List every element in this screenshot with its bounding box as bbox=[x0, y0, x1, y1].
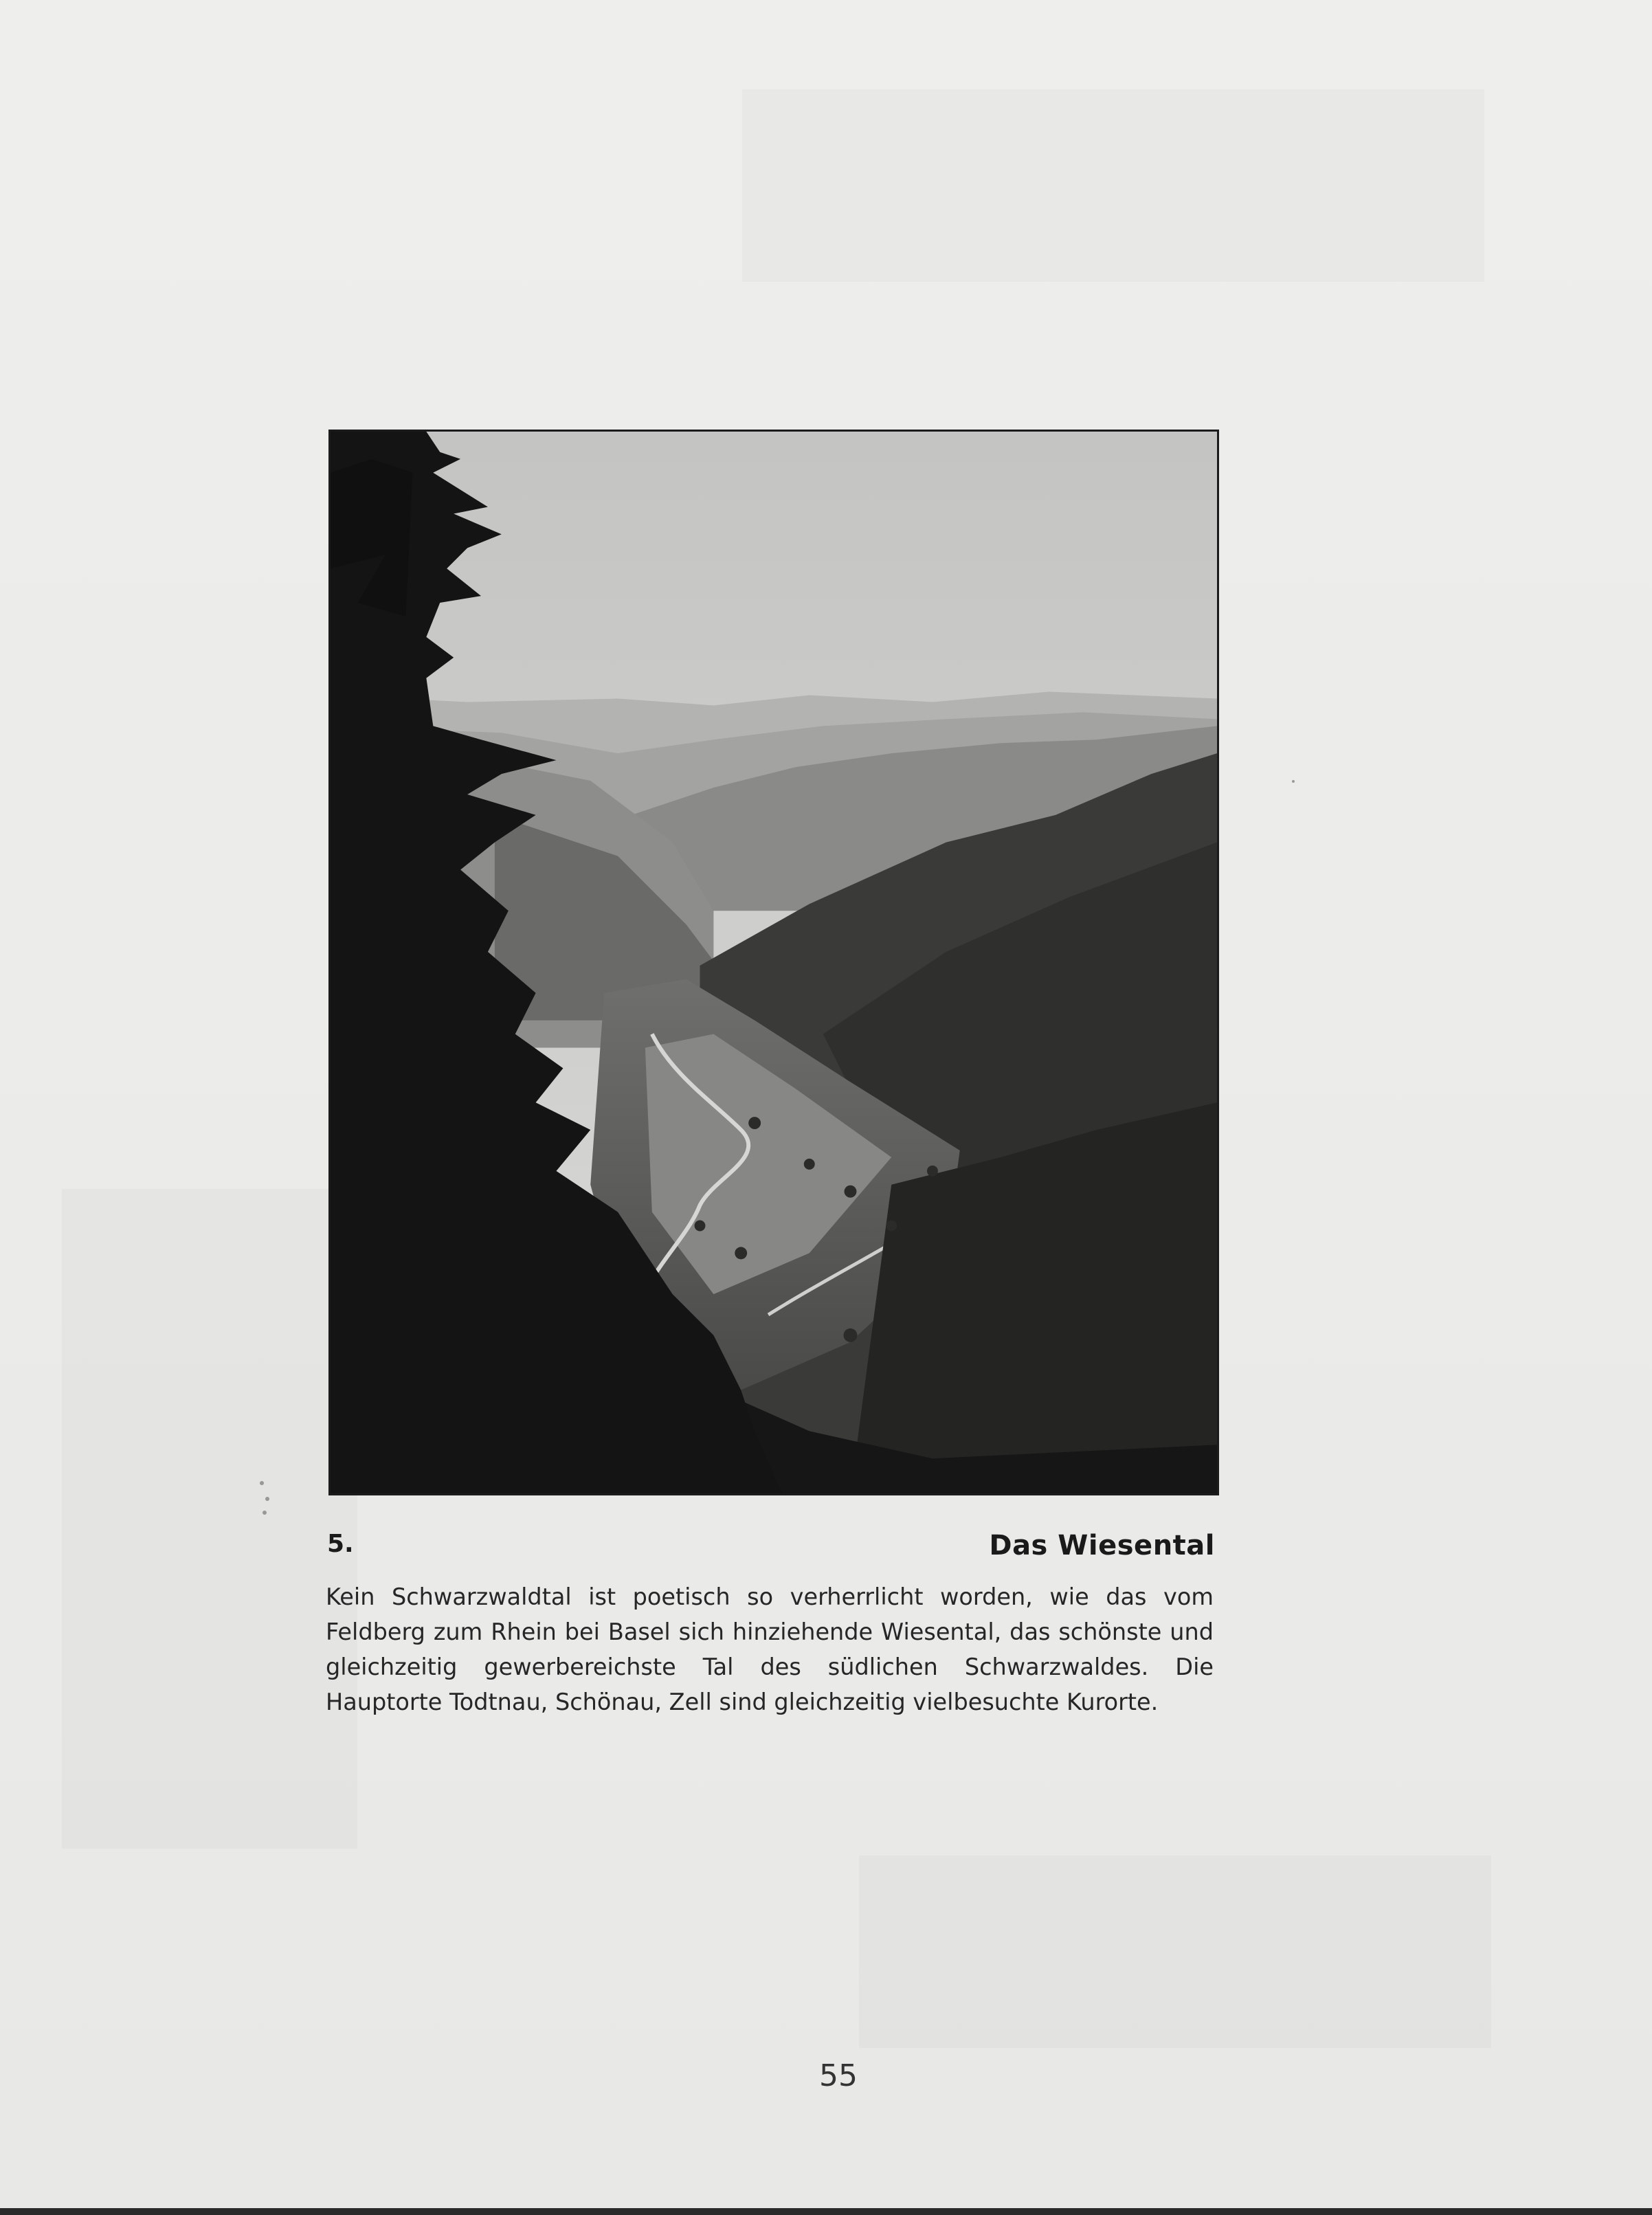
valley-photograph bbox=[328, 430, 1219, 1495]
paper-speck bbox=[260, 1481, 264, 1485]
paper-speck bbox=[263, 1511, 267, 1515]
bleed-through-block-left bbox=[62, 1189, 357, 1849]
bleed-through-block-top bbox=[742, 89, 1484, 282]
page-number: 55 bbox=[819, 2058, 858, 2093]
paper-speck bbox=[1292, 780, 1295, 783]
paper-speck bbox=[265, 1497, 269, 1501]
plate-title: Das Wiesental bbox=[989, 1530, 1215, 1561]
plate-description: Kein Schwarzwaldtal ist poetisch so verherrlicht worden, wie das vom Feldberg zum Rhein bei Basel sich hinziehende Wiesental, das schönste und gleichzeitig gewerbereichste Tal des südlichen Schwarzwaldes. Die Hauptorte Todtnau, Schönau, Zell sind gleichzeitig vielbesuchte Kurorte. bbox=[326, 1583, 1214, 1715]
plate-number: 5. bbox=[327, 1530, 354, 1558]
page-bottom-edge bbox=[0, 2208, 1652, 2215]
bleed-through-block-bottom bbox=[859, 1856, 1491, 2048]
photo-image bbox=[331, 432, 1217, 1493]
